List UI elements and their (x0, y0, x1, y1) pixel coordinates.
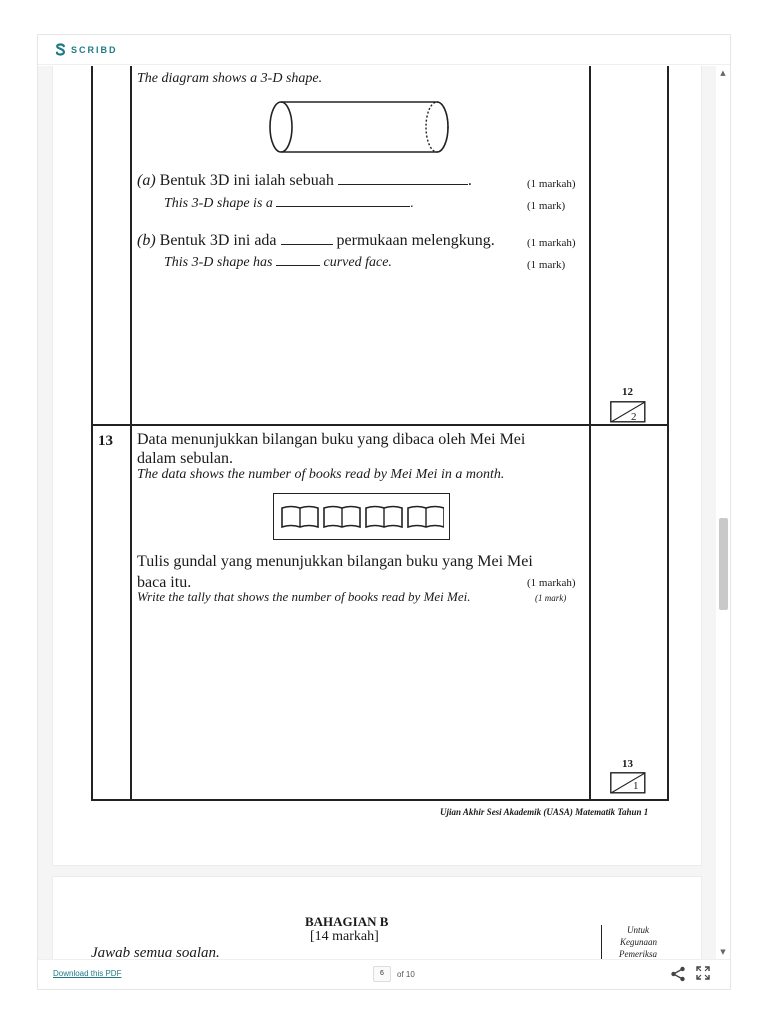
part-a-label: (a) (137, 172, 156, 189)
part-b-malay-text: Bentuk 3D ini ada (159, 232, 277, 249)
mark-text: (1 mark) (527, 200, 566, 212)
open-book-icon (282, 507, 318, 528)
part-a-malay-end: . (467, 172, 472, 189)
answer-blank (276, 206, 410, 207)
brand-name: SCRIBD (71, 44, 118, 55)
question-13-malay-line-2: dalam sebulan. (137, 450, 233, 467)
answer-blank (281, 244, 333, 245)
document-viewport[interactable] (38, 66, 730, 959)
viewer-toolbar (38, 959, 730, 989)
section-b-marks (310, 929, 379, 945)
page-number-input[interactable]: 6 (373, 966, 391, 982)
answer-blank (338, 184, 468, 185)
books-icon-row (280, 504, 444, 530)
part-b-malay-end: permukaan melengkung. (336, 232, 495, 249)
table-row-divider (91, 424, 669, 426)
question-12a-english-mark (527, 200, 565, 212)
question-13-score-number: 13 (622, 758, 633, 770)
section-b-title: BAHAGIAN B (305, 914, 389, 929)
scroll-down-arrow-icon[interactable]: ▼ (720, 948, 726, 956)
section-b-marks-text: [14 markah] (310, 929, 379, 944)
table-col-divider-right (589, 66, 591, 801)
viewer-header (38, 35, 730, 65)
vertical-scrollbar[interactable] (716, 66, 730, 959)
part-b-english-end: curved face. (323, 255, 392, 270)
question-12b-malay-mark: (1 markah) (527, 237, 576, 249)
scroll-up-arrow-icon[interactable]: ▲ (720, 69, 726, 77)
examiner-column-divider (601, 925, 602, 959)
question-12b-malay (137, 232, 495, 250)
open-book-icon (408, 507, 444, 528)
document-viewer (37, 34, 731, 990)
scribd-logo-icon (55, 43, 66, 56)
document-page (52, 876, 702, 959)
page-footer: Ujian Akhir Sesi Akademik (UASA) Matematik Tahun 1 (440, 807, 649, 817)
scribd-logo[interactable] (55, 43, 118, 56)
question-12-score-total: 2 (631, 411, 637, 423)
books-picture-box (273, 493, 450, 540)
question-12-intro: The diagram shows a 3-D shape. (137, 71, 323, 86)
open-book-icon (324, 507, 360, 528)
part-b-english-text: This 3-D shape has (164, 255, 273, 270)
section-b-instruction-1: Jawab semua soalan. (91, 945, 220, 959)
examiner-use-label-3: Pemeriksa (619, 949, 657, 959)
table-col-divider-left (130, 66, 132, 801)
share-icon[interactable] (670, 966, 686, 982)
page-navigator (373, 966, 415, 982)
fullscreen-icon[interactable] (696, 966, 710, 980)
question-13-english: The data shows the number of books read by Mei Mei in a month. (137, 467, 505, 482)
question-12b-english (164, 255, 392, 271)
question-13-task-malay-line-1: Tulis gundal yang menunjukkan bilangan buku yang Mei Mei (137, 553, 533, 570)
question-12a-malay-mark: (1 markah) (527, 178, 576, 190)
examiner-use-label-1: Untuk (627, 925, 649, 935)
question-13-task-malay-mark: (1 markah) (527, 577, 576, 589)
question-12-score-number: 12 (622, 386, 633, 398)
part-b-label: (b) (137, 232, 156, 249)
question-13-malay-line-1: Data menunjukkan bilangan buku yang dibaca oleh Mei Mei (137, 431, 526, 448)
question-12-score-box (610, 401, 646, 423)
question-12b-english-mark: (1 mark) (527, 259, 566, 271)
cylinder-diagram (267, 99, 453, 155)
question-12a-english (164, 196, 414, 212)
scrollbar-thumb[interactable] (719, 518, 728, 610)
question-13-number: 13 (98, 433, 113, 449)
part-a-malay-text: Bentuk 3D ini ialah sebuah (159, 172, 334, 189)
question-13-score-box (610, 772, 646, 794)
question-12a-malay (137, 172, 472, 190)
question-13-task-english-mark: (1 mark) (535, 593, 567, 603)
document-page (52, 66, 702, 866)
page-count-label: of 10 (397, 969, 415, 979)
table-border-left (91, 66, 93, 801)
question-13-task-english: Write the tally that shows the number of books read by Mei Mei. (137, 589, 471, 604)
part-a-english-end: . (410, 196, 414, 211)
answer-blank (276, 265, 320, 266)
examiner-use-label-2: Kegunaan (620, 937, 657, 947)
open-book-icon (366, 507, 402, 528)
question-13-score-total: 1 (633, 780, 639, 792)
download-pdf-link[interactable]: Download this PDF (53, 969, 122, 978)
table-border-bottom (91, 799, 669, 801)
question-13-task-malay-line-2: baca itu. (137, 574, 192, 591)
table-border-right (667, 66, 669, 801)
part-a-english-text: This 3-D shape is a (164, 196, 273, 211)
